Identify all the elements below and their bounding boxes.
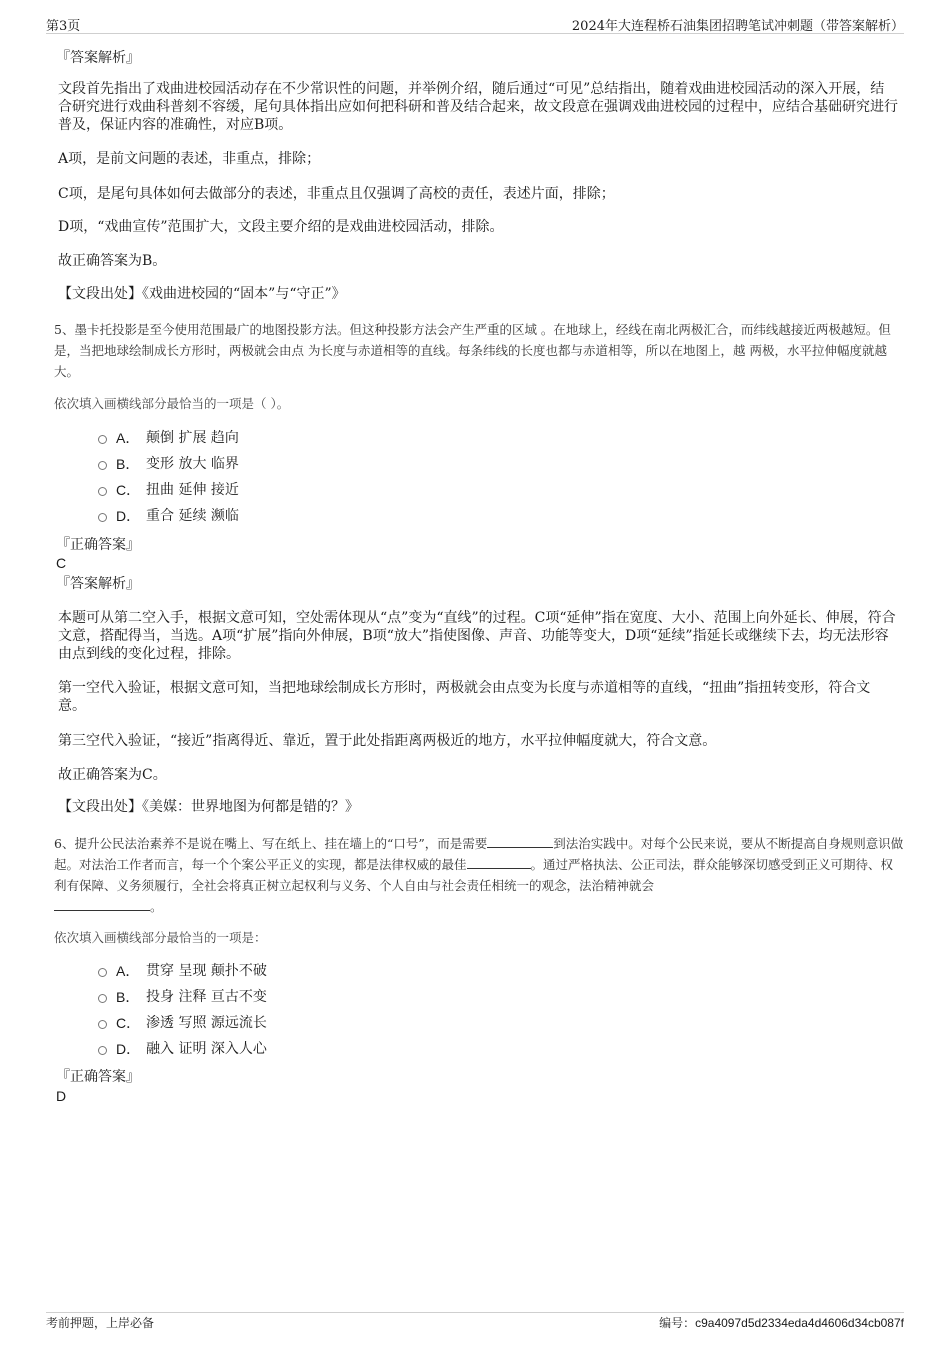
q6-stem-text: 。通过严格执法、公正司法，群众能够深切感受到正义可期待、权利有保障、义务须履行，全社会将真正树立起权利与义务、个人自由与社会责任相统一的观念，法治精神就会	[54, 857, 894, 893]
q6-correct-answer: D	[56, 1088, 67, 1104]
q5-analysis-paragraph: 故正确答案为C。	[58, 767, 167, 783]
option-text: 渗透 写照 源远流长	[146, 1015, 267, 1031]
option-letter: A．	[116, 963, 140, 979]
option-text: 投身 注释 亘古不变	[146, 989, 267, 1005]
q4-analysis-paragraph: A项，是前文问题的表述，非重点，排除；	[58, 151, 321, 167]
q5-option-d[interactable]	[98, 506, 950, 526]
q4-analysis-label: 『答案解析』	[56, 50, 140, 66]
q5-analysis-label: 『答案解析』	[56, 576, 140, 592]
q6-stem-text: 到法治实践中。对每个公民来说，要从不断提高自身规则意识做起。对法治工作者而言，每一个个案公平正义的实现，都是法律权威的最佳	[54, 836, 904, 872]
option-letter: C．	[116, 1015, 141, 1031]
q6-correct-label: 『正确答案』	[56, 1069, 140, 1085]
option-text: 融入 证明 深入人心	[146, 1041, 267, 1057]
q6-stem-text: 6、提升公民法治素养不是说在嘴上、写在纸上、挂在墙上的“口号”，而是需要	[54, 836, 488, 851]
q6-option-a[interactable]	[98, 961, 950, 981]
q5-option-c[interactable]	[98, 480, 950, 500]
q4-analysis-paragraph: C项，是尾句具体如何去做部分的表述，非重点且仅强调了高校的责任，表述片面，排除；	[58, 186, 615, 202]
radio-icon[interactable]	[98, 513, 107, 522]
q5-option-a[interactable]	[98, 428, 950, 448]
header-divider	[46, 33, 904, 34]
radio-icon[interactable]	[98, 1020, 107, 1029]
option-text: 重合 延续 濒临	[146, 508, 239, 524]
q5-analysis-paragraph: 第三空代入验证，“接近”指离得近、靠近，置于此处指距离两极近的地方，水平拉伸幅度就大，符合文意。	[58, 733, 717, 749]
option-letter: C．	[116, 482, 141, 498]
option-letter: D．	[116, 1041, 141, 1057]
radio-icon[interactable]	[98, 1046, 107, 1055]
q5-analysis-paragraph: 第一空代入验证，根据文意可知，当把地球绘制成长方形时，两极就会由点变为长度与赤道相等的直线，“扭曲”指扭转变形，符合文意。	[58, 680, 871, 714]
radio-icon[interactable]	[98, 487, 107, 496]
document-title: 2024年大连程桥石油集团招聘笔试冲刺题（带答案解析）	[571, 19, 904, 34]
q6-stem	[54, 833, 904, 917]
q5-ask: 依次填入画横线部分最恰当的一项是（ ）。	[54, 396, 290, 411]
q6-option-c[interactable]	[98, 1013, 950, 1033]
fill-blank	[487, 833, 553, 848]
q5-source: 【文段出处】《美媒：世界地图为何都是错的？》	[58, 799, 359, 815]
page-footer	[0, 1306, 950, 1345]
radio-icon[interactable]	[98, 435, 107, 444]
q6-stem-text: 。	[150, 899, 163, 914]
radio-icon[interactable]	[98, 994, 107, 1003]
q4-source: 【文段出处】《戏曲进校园的“固本”与“守正”》	[58, 286, 346, 302]
fill-blank	[467, 854, 531, 869]
q5-stem: 5、墨卡托投影是至今使用范围最广的地图投影方法。但这种投影方法会产生严重的区域 。在地球上，经线在南北两极汇合，而纬线越接近两极越短。但是，当把地球绘制成长方形时，两极就会由点 为长度与赤道相等的直线。每条纬线的长度也都与赤道相等，所以在地图上，越 两极，水平拉伸幅度就越大。	[54, 322, 891, 379]
q5-analysis-paragraph: 本题可从第二空入手，根据文意可知，空处需体现从“点”变为“直线”的过程。C项“延伸”指在宽度、大小、范围上向外延长、伸展，符合文意，搭配得当，当选。A项“扩展”指向外伸展，B项“放大”指使图像、声音、功能等变大，D项“延续”指延长或继续下去，均无法形容由点到线的变化过程，排除。	[58, 610, 896, 662]
option-text: 变形 放大 临界	[146, 456, 239, 472]
q5-correct-answer: C	[56, 555, 67, 571]
option-letter: D．	[116, 508, 141, 524]
footer-slogan: 考前押题，上岸必备	[46, 1316, 155, 1330]
option-text: 贯穿 呈现 颠扑不破	[146, 963, 267, 979]
footer-divider	[46, 1312, 904, 1313]
q6-ask: 依次填入画横线部分最恰当的一项是：	[54, 930, 267, 945]
option-text: 扭曲 延伸 接近	[146, 482, 239, 498]
q5-correct-label: 『正确答案』	[56, 537, 140, 553]
q5-option-b[interactable]	[98, 454, 950, 474]
radio-icon[interactable]	[98, 461, 107, 470]
radio-icon[interactable]	[98, 968, 107, 977]
q6-option-b[interactable]	[98, 987, 950, 1007]
page-number: 第3页	[46, 19, 81, 34]
q4-analysis-paragraph: 文段首先指出了戏曲进校园活动存在不少常识性的问题，并举例介绍，随后通过“可见”总结指出，随着戏曲进校园活动的深入开展，结合研究进行戏曲科普刻不容缓，尾句具体指出应如何把科研和普及结合起来，故文段意在强调戏曲进校园的过程中，应结合基础研究进行普及，保证内容的准确性，对应B项。	[58, 81, 898, 133]
option-letter: B．	[116, 989, 140, 1005]
q4-analysis-paragraph: D项，“戏曲宣传”范围扩大，文段主要介绍的是戏曲进校园活动，排除。	[58, 219, 504, 235]
q6-option-d[interactable]	[98, 1039, 950, 1059]
page-header	[0, 0, 950, 34]
document-code: 编号：c9a4097d5d2334eda4d4606d34cb087f	[659, 1316, 904, 1330]
option-letter: A．	[116, 430, 140, 446]
fill-blank	[54, 896, 150, 911]
option-letter: B．	[116, 456, 140, 472]
q4-analysis-paragraph: 故正确答案为B。	[58, 253, 167, 269]
option-text: 颠倒 扩展 趋向	[146, 430, 239, 446]
